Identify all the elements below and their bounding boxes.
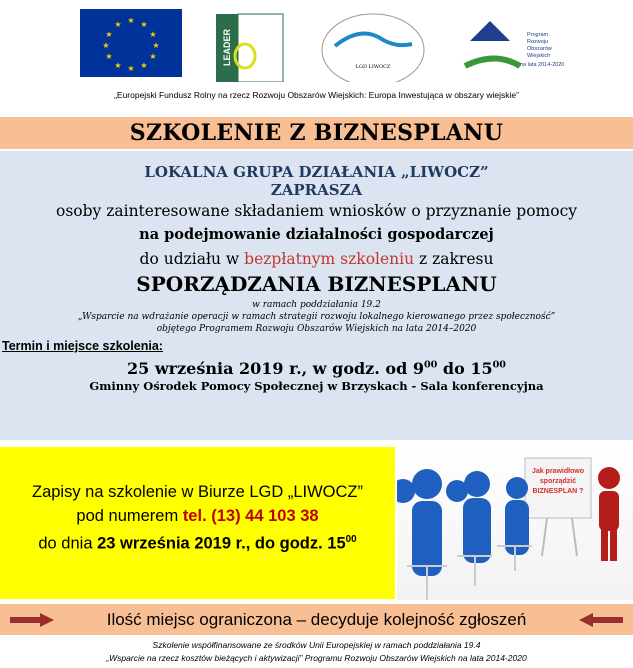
logo-strip [0, 6, 633, 82]
svg-text:na lata 2014-2020: na lata 2014-2020 [520, 62, 565, 68]
text: pod numerem [76, 507, 183, 525]
phone-number[interactable]: tel. (13) 44 103 38 [182, 507, 319, 525]
notice-bar [0, 604, 633, 635]
free-training: bezpłatnym szkoleniu [244, 250, 415, 268]
text: 00 [345, 534, 357, 545]
board-text: BIZNESPLAN ? [532, 488, 584, 495]
measure-1: w ramach poddziałania 19.2 [252, 300, 381, 310]
venue: Gminny Ośrodek Pomocy Społecznej w Brzyskach - Sala konferencyjna [89, 379, 544, 393]
date-time [0, 359, 633, 378]
svg-text:Wiejskich: Wiejskich [527, 53, 551, 59]
logos [0, 6, 633, 82]
svg-text:★: ★ [105, 52, 113, 61]
measure-2: „Wsparcie na wdrażanie operacji w ramach strategii rozwoju lokalnego kierowanego przez społeczność” [77, 312, 556, 322]
cofinancing-footer [0, 639, 633, 665]
board-text: Jak prawidłowo [531, 468, 585, 475]
svg-text:Rozwoju: Rozwoju [527, 39, 549, 45]
svg-text:★: ★ [152, 41, 160, 50]
funding-caption: „Europejski Fundusz Rolny na rzecz Rozwoju Obszarów Wiejskich: Europa Inwestująca w obszary wiejskie” [114, 90, 519, 100]
svg-text:Obszarów: Obszarów [527, 46, 552, 52]
invites: ZAPRASZA [270, 181, 363, 199]
arrow-left-icon [579, 613, 623, 627]
svg-text:★: ★ [102, 41, 110, 50]
measure-3: objętego Programem Rozwoju Obszarów Wiejskich na lata 2014–2020 [156, 324, 477, 334]
svg-text:★: ★ [127, 64, 135, 73]
classroom-image [397, 446, 633, 600]
organizer: LOKALNA GRUPA DZIAŁANIA „LIWOCZ” [144, 163, 489, 181]
limited-seats-notice: Ilość miejsc ograniczona – decyduje kolejność zgłoszeń [106, 610, 527, 629]
arrow-right-icon [10, 613, 54, 627]
poster-title: SZKOLENIE Z BIZNESPLANU [0, 117, 633, 149]
training-line [0, 247, 633, 271]
prow-logo [465, 21, 564, 68]
svg-text:★: ★ [149, 52, 157, 61]
text: 00 [423, 359, 438, 371]
training-illustration [397, 446, 633, 600]
signup-box [0, 447, 395, 599]
signup-line: Zapisy na szkolenie w Biurze LGD „LIWOCZ” [31, 483, 363, 501]
svg-text:★: ★ [114, 20, 122, 29]
text: 25 września 2019 r., w godz. od 9 [127, 359, 424, 378]
svg-text:Program: Program [527, 32, 549, 38]
deadline: 23 września 2019 r., do godz. 15 [97, 534, 346, 553]
svg-text:★: ★ [149, 30, 157, 39]
subject: SPORZĄDZANIA BIZNESPLANU [136, 272, 497, 296]
board-text: sporządzić [539, 478, 577, 485]
leader-logo [216, 14, 283, 82]
lgd-liwocz-logo [322, 14, 424, 82]
phone-line [0, 504, 395, 528]
svg-text:★: ★ [127, 16, 135, 25]
footer-line: Szkolenie współfinansowane ze środków Unii Europejskiej w ramach poddziałania 19.4 [152, 640, 481, 650]
svg-text:★: ★ [140, 20, 148, 29]
deadline-line [0, 528, 395, 556]
svg-text:LEADER: LEADER [222, 28, 232, 66]
text: do 15 [437, 359, 493, 378]
invitation-panel [0, 151, 633, 440]
when-label: Termin i miejsce szkolenia: [2, 339, 163, 353]
svg-text:LGD LIWOCZ: LGD LIWOCZ [355, 64, 391, 70]
audience-bold: na podejmowanie działalności gospodarczej [139, 226, 494, 243]
text: do udziału w [139, 250, 245, 268]
svg-text:★: ★ [114, 61, 122, 70]
text: 00 [492, 359, 506, 371]
text: z zakresu [414, 250, 494, 268]
audience-line: osoby zainteresowane składaniem wniosków o przyznanie pomocy [55, 202, 578, 220]
footer-line: „Wsparcie na rzecz kosztów bieżących i aktywizacji” Programu Rozwoju Obszarów Wiejskich na lata 2014-2020 [106, 653, 527, 663]
svg-text:★: ★ [105, 30, 113, 39]
eu-flag-logo [80, 9, 182, 77]
svg-text:★: ★ [140, 61, 148, 70]
text: do dnia [38, 534, 98, 553]
